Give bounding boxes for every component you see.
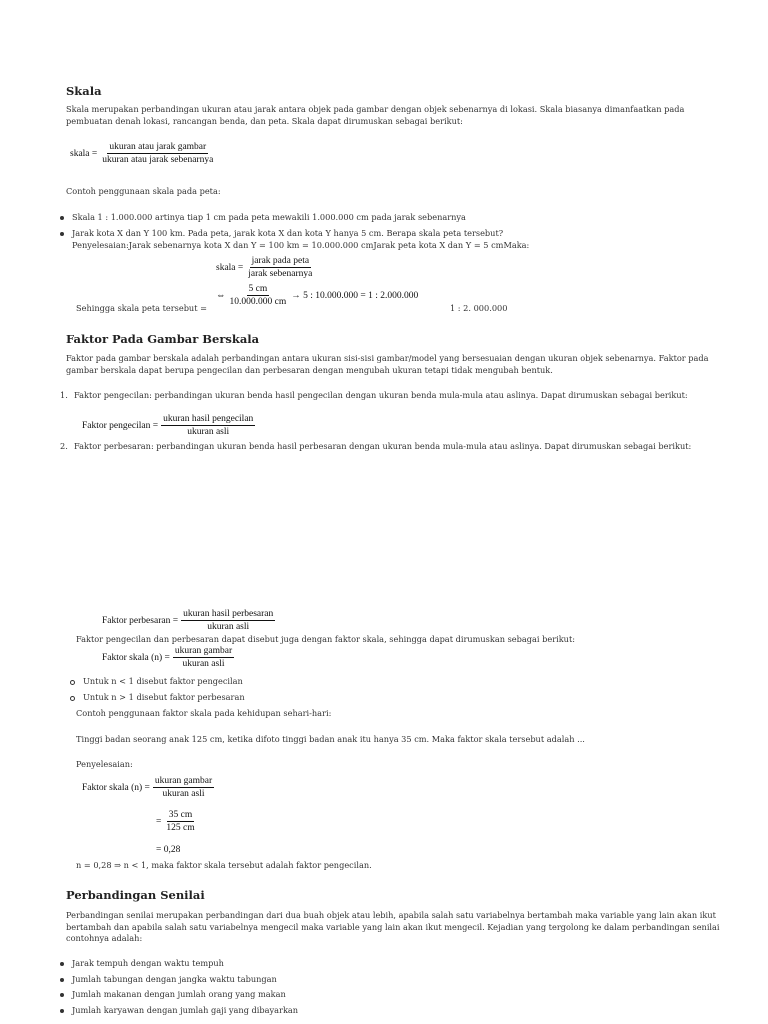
skala-intro: Skala merupakan perbandingan ukuran atau jarak antara objek pada gambar dengan objek sebenarnya di lokasi. Skala biasanya dimanfaatkan pada pembuatan denah lokasi, rancangan benda, dan peta. Skala dapat dirumuskan sebagai berikut:	[66, 104, 685, 126]
formula-faktor-skala	[102, 646, 234, 669]
faktor-conclusion: n = 0,28 ⇒ n < 1, maka faktor skala tersebut adalah faktor pengecilan.	[76, 860, 372, 870]
bullet-text-solution: Penyelesaian:Jarak sebenarnya kota X dan Y = 100 km = 10.000.000 cmJarak peta kota X dan Y = 5 cmMaka:	[72, 239, 530, 250]
formula-perbesaran	[102, 609, 275, 632]
f1-den: ukuran asli	[187, 427, 230, 437]
list-item-text: Jumlah tabungan dengan jangka waktu tabungan	[72, 973, 277, 984]
skala-example-intro: Contoh penggunaan skala pada peta:	[66, 186, 221, 196]
f1-lhs: Faktor pengecilan =	[82, 420, 159, 431]
list-item-text: Jumlah karyawan dengan jumlah gaji yang dibayarkan	[72, 1004, 299, 1015]
calc2-den: 10.000.000 cm	[229, 297, 287, 307]
list-item	[60, 390, 724, 402]
bullet-text: Skala 1 : 1.000.000 artinya tiap 1 cm pada peta mewakili 1.000.000 cm pada jarak sebenarnya	[72, 212, 466, 222]
faktor-intro: Faktor pada gambar berskala adalah perbandingan antara ukuran sisi-sisi gambar/model yang bersesuaian dengan ukuran objek sebenarnya. Faktor pada gambar berskala dapat berupa pengecilan dan perbesaran dengan mengubah ukuran tetapi tidak mengubah bentuk.	[66, 353, 709, 375]
list-item	[70, 692, 245, 704]
result-value: 1 : 2. 000.000	[450, 303, 508, 313]
result-label: Sehingga skala peta tersebut =	[76, 303, 207, 313]
f2-den: ukuran asli	[207, 622, 250, 632]
circle-bullet-icon	[70, 680, 75, 685]
section-title-skala: Skala	[66, 84, 102, 98]
f3-lhs: Faktor skala (n) =	[102, 652, 170, 663]
bullet-icon	[60, 978, 64, 982]
senilai-list	[60, 958, 720, 1020]
item-text: Faktor perbesaran: perbandingan ukuran benda hasil perbesaran dengan ukuran benda mula-mula atau aslinya. Dapat dirumuskan sebagai berikut:	[74, 441, 692, 451]
f3-den: ukuran asli	[182, 659, 225, 669]
calc-lhs: skala =	[216, 262, 244, 273]
calc-num: jarak pada peta	[251, 256, 310, 266]
sub-item-text: Untuk n < 1 disebut faktor pengecilan	[83, 676, 243, 686]
calc-step-2	[216, 284, 418, 307]
list-item	[60, 989, 720, 1005]
s1-lhs: Faktor skala (n) =	[82, 782, 150, 793]
section-title-faktor: Faktor Pada Gambar Berskala	[66, 332, 260, 346]
skala-formula	[70, 142, 215, 165]
formula-num: ukuran atau jarak gambar	[109, 142, 207, 152]
section-title-senilai: Perbandingan Senilai	[66, 888, 205, 902]
senilai-intro: Perbandingan senilai merupakan perbandingan dari dua buah objek atau lebih, apabila salah satu variabelnya bertambah maka variable yang lain akan ikut bertambah dan apabila salah satu variabelnya mengecil maka variable yang lain akan ikut mengecil. Kejadian yang tergolong ke dalam perbandingan senilai contohnya adalah:	[66, 910, 720, 943]
item-number: 2.	[60, 441, 68, 451]
list-item-text: Jumlah makanan dengan jumlah orang yang makan	[72, 989, 286, 999]
solution-step-3: = 0,28	[156, 845, 181, 855]
faktor-skala-text: Faktor pengecilan dan perbesaran dapat disebut juga dengan faktor skala, sehingga dapat dirumuskan sebagai berikut:	[76, 634, 576, 644]
calc2-rest: → 5 : 10.000.000 = 1 : 2.000.000	[291, 290, 419, 301]
list-item	[60, 228, 720, 251]
bullet-icon	[60, 962, 64, 966]
formula-pengecilan	[82, 414, 255, 437]
item-text: Faktor pengecilan: perbandingan ukuran benda hasil pengecilan dengan ukuran benda mula-mula atau aslinya. Dapat dirumuskan sebagai berikut:	[74, 390, 688, 400]
item-number: 1.	[60, 390, 68, 400]
f1-num: ukuran hasil pengecilan	[163, 414, 254, 424]
bullet-icon	[60, 216, 64, 220]
formula-den: ukuran atau jarak sebenarnya	[102, 155, 214, 165]
faktor-example-intro: Contoh penggunaan faktor skala pada kehidupan sehari-hari:	[76, 708, 332, 718]
s1-den: ukuran asli	[162, 789, 205, 799]
equiv-sign: ⇔	[216, 290, 226, 301]
sub-item-text: Untuk n > 1 disebut faktor perbesaran	[83, 692, 245, 702]
bullet-icon	[60, 993, 64, 997]
list-item	[70, 676, 243, 688]
s2-lhs: =	[156, 816, 162, 827]
s2-num: 35 cm	[168, 810, 193, 820]
list-item	[60, 212, 720, 224]
list-item	[60, 1005, 720, 1021]
bullet-text: Jarak kota X dan Y 100 km. Pada peta, jarak kota X dan kota Y hanya 5 cm. Berapa skala peta tersebut?	[72, 228, 504, 238]
list-item	[60, 958, 720, 974]
list-item	[60, 974, 720, 990]
formula-lhs: skala =	[70, 148, 98, 159]
solution-step-1	[82, 776, 214, 799]
list-item	[60, 441, 724, 453]
circle-bullet-icon	[70, 696, 75, 701]
bullet-icon	[60, 232, 64, 236]
s1-num: ukuran gambar	[154, 776, 213, 786]
faktor-question: Tinggi badan seorang anak 125 cm, ketika difoto tinggi badan anak itu hanya 35 cm. Maka faktor skala tersebut adalah ...	[76, 734, 585, 744]
bullet-icon	[60, 1009, 64, 1013]
calc-den: jarak sebenarnya	[248, 269, 313, 279]
solution-step-2	[156, 810, 197, 833]
calc-step-1	[216, 256, 314, 279]
s2-den: 125 cm	[166, 823, 195, 833]
solution-label: Penyelesaian:	[76, 759, 133, 769]
calc2-num: 5 cm	[248, 284, 268, 294]
f3-num: ukuran gambar	[174, 646, 233, 656]
f2-num: ukuran hasil perbesaran	[183, 609, 274, 619]
list-item-text: Jarak tempuh dengan waktu tempuh	[72, 958, 224, 968]
f2-lhs: Faktor perbesaran =	[102, 615, 179, 626]
